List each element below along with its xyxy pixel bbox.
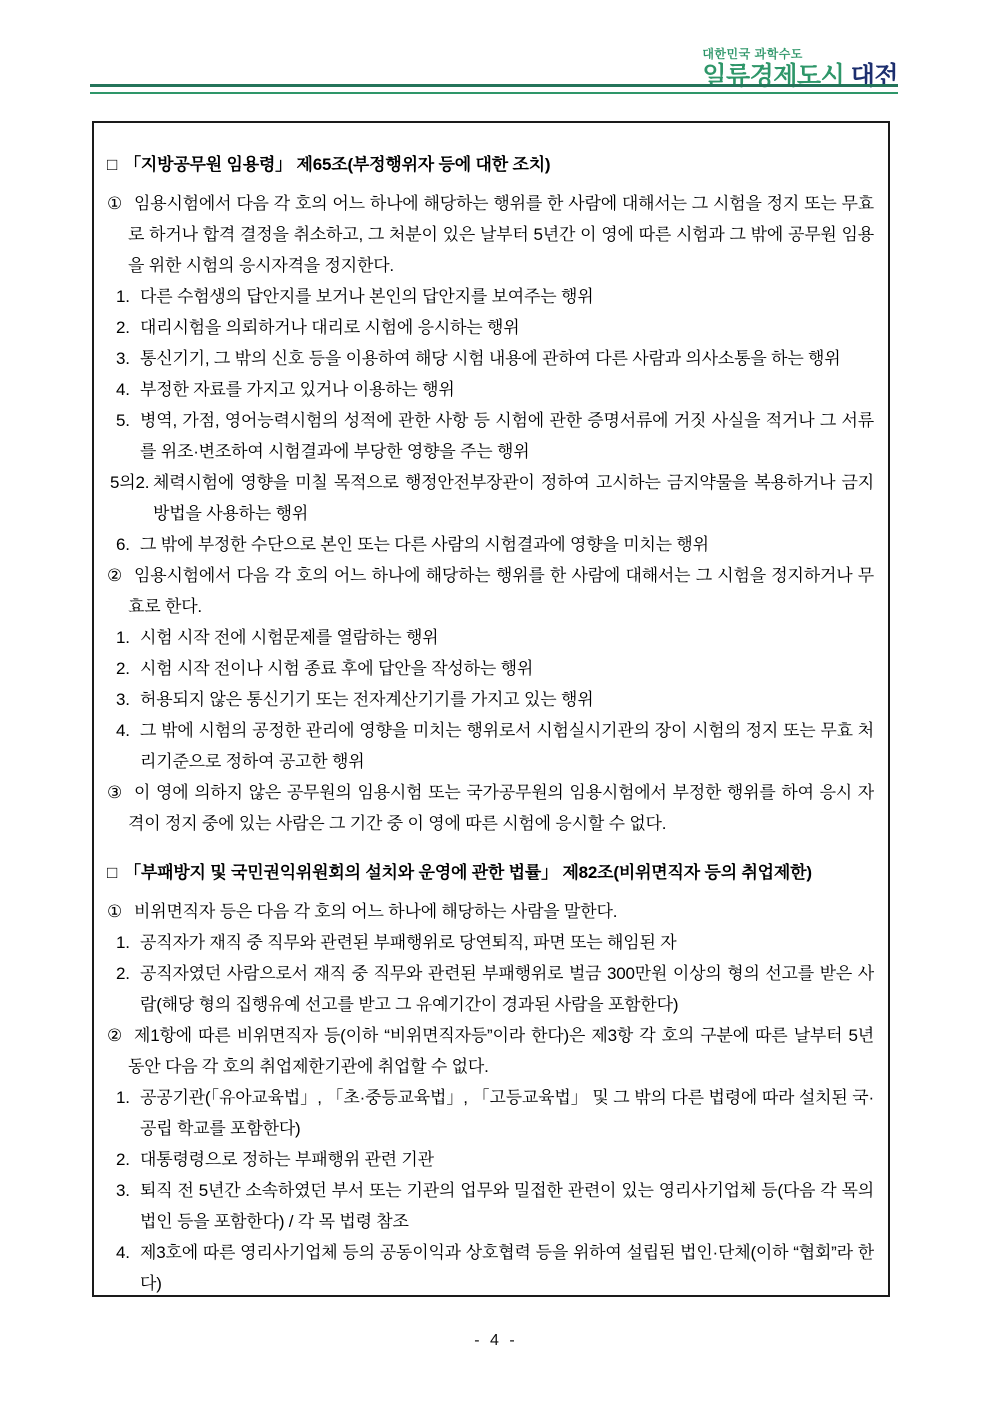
item-text: 부정한 자료를 가지고 있거나 이용하는 행위 [140,380,455,399]
list-item [116,405,874,467]
list-item [116,684,874,715]
item-marker: 1. [116,933,130,952]
square-bullet-icon: □ [107,155,118,174]
clause-marker: ② [107,1026,123,1045]
list-item [116,1175,874,1237]
clause-paragraph [107,777,874,839]
logo-tagline: 대한민국 과학수도 [702,47,803,61]
item-marker: 2. [116,659,130,678]
item-text: 공직자였던 사람으로서 재직 중 직무와 관련된 부패행위로 벌금 300만원 이상의 형의 선고를 받은 사람(해당 형의 집행유예 선고를 받고 그 유예기간이 경과된 사람을 포함한다) [140,964,874,1014]
item-marker: 3. [116,349,130,368]
item-marker: 2. [116,318,130,337]
item-text: 공직자가 재직 중 직무와 관련된 부패행위로 당연퇴직, 파면 또는 해임된 자 [140,933,677,952]
clause-text: 임용시험에서 다음 각 호의 어느 하나에 해당하는 행위를 한 사람에 대해서는 그 시험을 정지 또는 무효로 하거나 합격 결정을 취소하고, 그 처분이 있은 날부터 5년간 이 영에 따른 시험과 그 밖에 공무원 임용을 위한 시험의 응시자격을 정지한다. [128,194,874,275]
list-item [116,281,874,312]
clause-marker: ③ [107,783,123,802]
item-marker: 4. [116,380,130,399]
clause-marker: ② [107,566,123,585]
clause-text: 비위면직자 등은 다음 각 호의 어느 하나에 해당하는 사람을 말한다. [134,902,618,921]
list-item [116,312,874,343]
section-article-65 [107,149,874,839]
item-text: 대리시험을 의뢰하거나 대리로 시험에 응시하는 행위 [140,318,520,337]
daejeon-city-logo [702,48,898,89]
clause-paragraph [107,560,874,622]
list-item [116,529,874,560]
item-text: 다른 수험생의 답안지를 보거나 본인의 답안지를 보여주는 행위 [140,287,594,306]
clause-marker: ① [107,902,123,921]
list-item [116,343,874,374]
list-item [110,467,874,529]
list-item [116,374,874,405]
content-box [92,121,890,1297]
section-heading [107,149,874,180]
item-text: 시험 시작 전이나 시험 종료 후에 답안을 작성하는 행위 [140,659,534,678]
header-rule-thin [90,92,898,94]
clause-paragraph [107,188,874,281]
list-item [116,1237,874,1297]
list-item [116,622,874,653]
section-heading [107,857,874,888]
item-text: 병역, 가점, 영어능력시험의 성적에 관한 사항 등 시험에 관한 증명서류에 거짓 사실을 적거나 그 서류를 위조·변조하여 시험결과에 부당한 영향을 주는 행위 [140,411,874,461]
list-item [116,927,874,958]
item-marker: 4. [116,721,130,740]
item-marker: 2. [116,964,130,983]
clause-paragraph [107,896,874,927]
item-text: 허용되지 않은 통신기기 또는 전자계산기기를 가지고 있는 행위 [140,690,594,709]
item-marker: 1. [116,287,130,306]
item-text: 제3호에 따른 영리사기업체 등의 공동이익과 상호협력 등을 위하여 설립된 법인·단체(이하 “협회”라 한다) [140,1243,874,1293]
list-item [116,1144,874,1175]
item-marker: 1. [116,1088,130,1107]
section-article-82 [107,857,874,1297]
clause-text: 이 영에 의하지 않은 공무원의 임용시험 또는 국가공무원의 임용시험에서 부정한 행위를 하여 응시 자격이 정지 중에 있는 사람은 그 기간 중 이 영에 따른 시험에 응시할 수 없다. [128,783,874,833]
square-bullet-icon: □ [107,863,118,882]
item-marker: 6. [116,535,130,554]
clause-text: 임용시험에서 다음 각 호의 어느 하나에 해당하는 행위를 한 사람에 대해서는 그 시험을 정지하거나 무효로 한다. [128,566,874,616]
item-text: 대통령령으로 정하는 부패행위 관련 기관 [140,1150,434,1169]
item-text: 퇴직 전 5년간 소속하였던 부서 또는 기관의 업무와 밀접한 관련이 있는 영리사기업체 등(다음 각 목의 법인 등을 포함한다) / 각 목 법령 참조 [140,1181,874,1231]
page-number: - 4 - [474,1332,518,1349]
clause-paragraph [107,1020,874,1082]
item-marker: 5의2. [110,473,150,492]
item-marker: 5. [116,411,130,430]
item-marker: 4. [116,1243,130,1262]
clause-text: 제1항에 따른 비위면직자 등(이하 “비위면직자등”이라 한다)은 제3항 각 호의 구분에 따른 날부터 5년 동안 다음 각 호의 취업제한기관에 취업할 수 없다. [128,1026,874,1076]
item-text: 공공기관(「유아교육법」, 「초·중등교육법」, 「고등교육법」 및 그 밖의 다른 법령에 따라 설치된 국·공립 학교를 포함한다) [140,1088,874,1138]
section-heading-text: 「지방공무원 임용령」 제65조(부정행위자 등에 대한 조치) [124,155,551,174]
item-marker: 1. [116,628,130,647]
logo-title-navy: 대전 [850,61,898,90]
list-item [116,653,874,684]
item-marker: 3. [116,690,130,709]
item-text: 통신기기, 그 밖의 신호 등을 이용하여 해당 시험 내용에 관하여 다른 사람과 의사소통을 하는 행위 [140,349,841,368]
item-text: 시험 시작 전에 시험문제를 열람하는 행위 [140,628,439,647]
item-text: 그 밖에 부정한 수단으로 본인 또는 다른 사람의 시험결과에 영향을 미치는 행위 [140,535,709,554]
list-item [116,1082,874,1144]
list-item [116,715,874,777]
item-marker: 3. [116,1181,130,1200]
logo-title-green: 일류경제도시 [702,61,845,90]
section-heading-text: 「부패방지 및 국민권익위원회의 설치와 운영에 관한 법률」 제82조(비위면직자 등의 취업제한) [124,863,812,882]
clause-marker: ① [107,194,123,213]
item-text: 체력시험에 영향을 미칠 목적으로 행정안전부장관이 정하여 고시하는 금지약물을 복용하거나 금지방법을 사용하는 행위 [153,473,874,523]
item-text: 그 밖에 시험의 공정한 관리에 영향을 미치는 행위로서 시험실시기관의 장이 시험의 정지 또는 무효 처리기준으로 정하여 공고한 행위 [140,721,874,771]
list-item [116,958,874,1020]
header-rule-thick [90,84,898,87]
item-marker: 2. [116,1150,130,1169]
